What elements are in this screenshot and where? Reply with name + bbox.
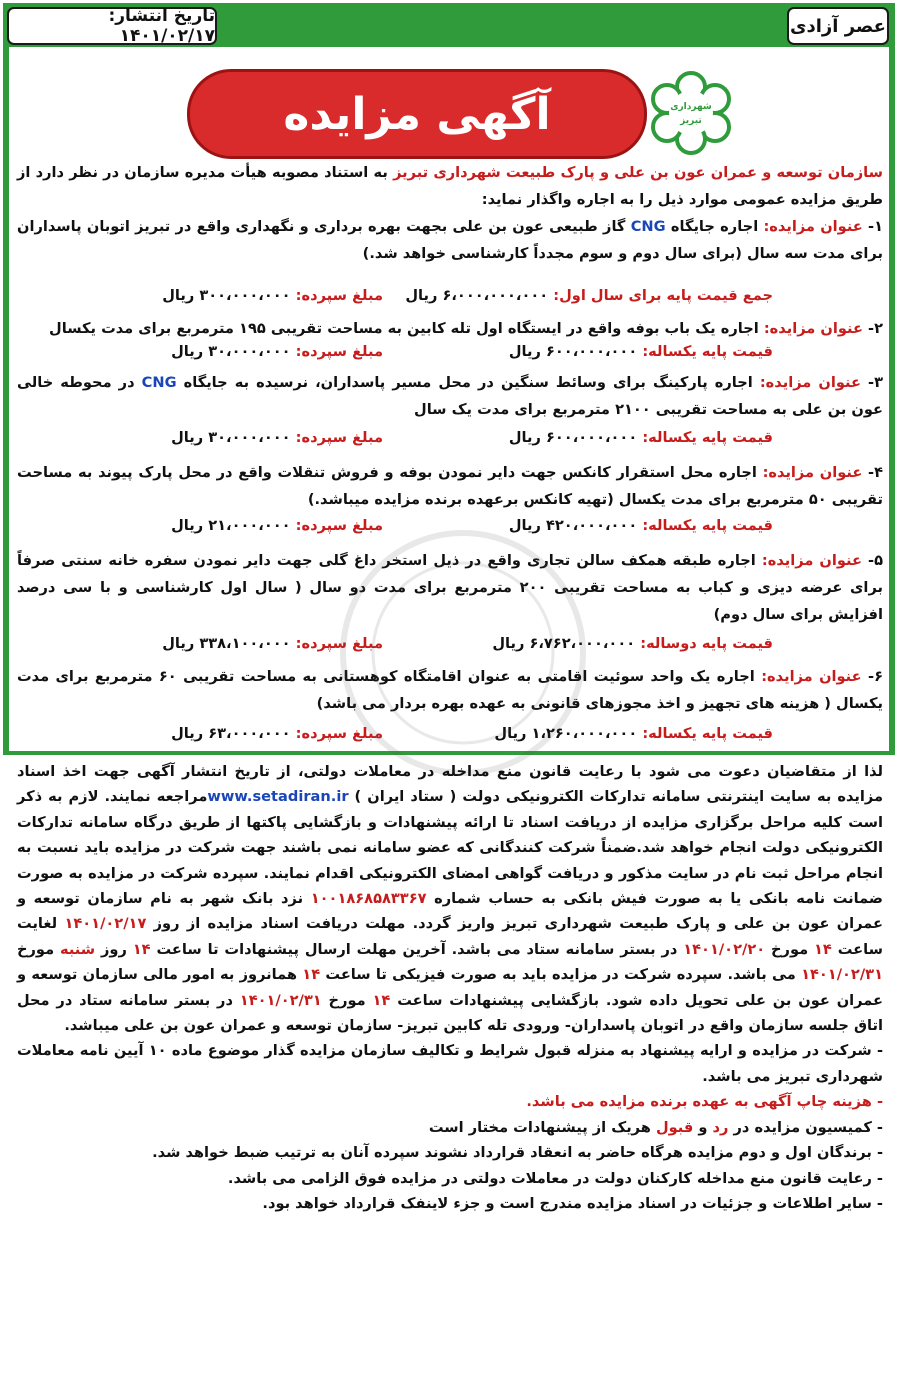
terms-text: لغایت ساعت bbox=[17, 915, 883, 958]
date: ۱۴۰۱/۰۲/۳۱ bbox=[239, 991, 322, 1009]
base-price bbox=[492, 635, 773, 652]
deposit-value: ۳۰۰،۰۰۰،۰۰۰ ریال bbox=[162, 287, 291, 304]
advertisement-frame bbox=[3, 3, 895, 1350]
base-price-value: ۶،۰۰۰،۰۰۰،۰۰۰ ریال bbox=[405, 287, 549, 304]
auction-item-4 bbox=[17, 459, 883, 513]
deposit bbox=[162, 635, 383, 652]
deposit-value: ۳۳۸،۱۰۰،۰۰۰ ریال bbox=[162, 635, 291, 652]
bullet-winners: - برندگان اول و دوم مزایده هرگاه حاضر به انعقاد قرارداد نشوند سپرده آنان به ترتیب ضبط خواهد شد. bbox=[152, 1144, 883, 1162]
item-1-prices bbox=[17, 287, 883, 313]
base-price-value: ۶،۷۶۲،۰۰۰،۰۰۰ ریال bbox=[492, 635, 636, 652]
hour: ۱۴ bbox=[372, 991, 391, 1009]
deposit-label: مبلغ سپرده: bbox=[290, 635, 383, 652]
terms-text: روز bbox=[95, 940, 133, 958]
item-label: عنوان مزایده: bbox=[763, 320, 863, 337]
base-price bbox=[509, 343, 773, 360]
page-title: آگهی مزایده bbox=[283, 88, 551, 140]
terms-text: در بستر سامانه ستاد می باشد. آخرین مهلت ارسال پیشنهادات تا ساعت bbox=[150, 940, 684, 958]
terms-text: مورخ bbox=[321, 991, 373, 1009]
base-price bbox=[509, 517, 773, 534]
base-price bbox=[509, 429, 773, 446]
intro-text: به استناد مصوبه هیأت مدیره سازمان در نظر دارد از طریق مزایده عمومی موارد ذیل را به اجاره واگذار نماید: bbox=[17, 164, 883, 208]
deposit-label: مبلغ سپرده: bbox=[290, 517, 383, 534]
item-label: عنوان مزایده: bbox=[762, 464, 863, 481]
item-number: ۴- bbox=[862, 464, 883, 481]
auction-item-1 bbox=[17, 213, 883, 267]
item-text: اجاره یک باب بوفه واقع در ایستگاه اول تله کابین به مساحت تقریبی ۱۹۵ مترمربع برای مدت یکسال bbox=[49, 320, 764, 337]
item-label: عنوان مزایده: bbox=[761, 668, 862, 685]
item-text: گاز طبیعی عون بن علی بجهت بهره برداری و نگهداری واقع در تبریز اتوبان پاسداران برای مدت سه سال (برای سال دوم و سوم مجدداً کارشناسی خواهد شد.) bbox=[17, 218, 883, 262]
date: ۱۴۰۱/۰۲/۳۱ bbox=[801, 966, 883, 984]
base-price bbox=[494, 725, 773, 742]
item-4-prices bbox=[17, 517, 883, 543]
deposit-value: ۲۱،۰۰۰،۰۰۰ ریال bbox=[171, 517, 291, 534]
hour: ۱۴ bbox=[132, 940, 151, 958]
item-label: عنوان مزایده: bbox=[763, 218, 863, 235]
terms-text: نزد بانک شهر به نام سازمان توسعه و عمران عون بن علی و پارک طبیعت شهرداری تبریز واریز گردد. مهلت دریافت اسناد مزایده از روز bbox=[17, 890, 883, 933]
base-price-label: قیمت پایه یکساله: bbox=[637, 517, 773, 534]
terms-paragraph bbox=[17, 759, 883, 1038]
base-price-label: قیمت پایه یکساله: bbox=[637, 429, 773, 446]
terms-text: مراجعه نمایند. لازم به ذکر است کلیه مراحل برگزاری مزایده از دریافت اسناد تا ارائه پیشنهادات و بازگشایی پاکتها از طریق درگاه سامانه تدارکات الکترونیکی دولت انجام خواهد شد.ضمناً شرکت کنندگانی که عضو سامانه نمی باشند جهت شرکت در مزایده باید نسبت به انجام مراحل ثبت نام در سایت مذکور و دریافت گواهی امضای الکترونیکی اقدام نمایند. سپرده شرکت در مزایده به صورت ضمانت نامه بانکی یا به صورت فیش بانکی به حساب شماره bbox=[17, 788, 883, 908]
deposit bbox=[171, 725, 383, 742]
reject-word: رد bbox=[712, 1118, 729, 1136]
base-price bbox=[405, 287, 773, 304]
deposit-value: ۶۳،۰۰۰،۰۰۰ ریال bbox=[171, 725, 291, 742]
item-2-prices bbox=[17, 343, 883, 369]
deposit bbox=[171, 429, 383, 446]
bullet-condition: - شرکت در مزایده و ارایه پیشنهاد به منزله قبول شرایط و تکالیف سازمان مزایده گذار موضوع ماده ۱۰ آیین نامه معاملات شهرداری تبریز می باشد. bbox=[17, 1042, 884, 1085]
base-price-label: قیمت پایه یکساله: bbox=[637, 725, 773, 742]
date: ۱۴۰۱/۰۲/۲۰ bbox=[683, 940, 766, 958]
terms-text: همانروز به امور مالی سازمان توسعه و عمران عون بن علی تحویل داده شود. بازگشایی پیشنهادات ساعت bbox=[17, 966, 883, 1009]
auction-item-5 bbox=[17, 547, 883, 628]
item-3-prices bbox=[17, 429, 883, 455]
item-text: اجاره طبقه همکف سالن تجاری واقع در ذیل استخر داغ گلی جهت دایر نمودن سفره خانه سنتی صرفاً برای عرضه دیزی و کباب به مساحت تقریبی ۲۰۰ مترمربع برای مدت دو سال ( سال اول کارشناسی و با سی درصد افزایش برای سال دوم) bbox=[17, 552, 883, 623]
item-label: عنوان مزایده: bbox=[759, 374, 861, 391]
item-6-prices bbox=[17, 725, 883, 751]
base-price-label: قیمت پایه یکساله: bbox=[637, 343, 773, 360]
deposit-label: مبلغ سپرده: bbox=[290, 343, 383, 360]
deposit-value: ۳۰،۰۰۰،۰۰۰ ریال bbox=[171, 429, 291, 446]
publish-date: تاریخ انتشار: ۱۴۰۱/۰۲/۱۷ bbox=[7, 7, 217, 45]
item-number: ۲- bbox=[862, 320, 883, 337]
item-text: در محوطه خالی عون بن علی به مساحت تقریبی ۲۱۰۰ مترمربع برای مدت یک سال bbox=[17, 374, 883, 418]
deposit bbox=[171, 517, 383, 534]
item-number: ۵- bbox=[861, 552, 884, 569]
hour: ۱۴ bbox=[302, 966, 321, 984]
base-price-value: ۱،۲۶۰،۰۰۰،۰۰۰ ریال bbox=[494, 725, 638, 742]
deposit-label: مبلغ سپرده: bbox=[290, 287, 383, 304]
item-text: اجاره جایگاه bbox=[665, 218, 764, 235]
svg-text:تبریز: تبریز bbox=[680, 116, 702, 126]
terms-text: مورخ bbox=[17, 940, 60, 958]
item-number: ۱- bbox=[862, 218, 883, 235]
item-5-prices bbox=[17, 635, 883, 661]
auction-item-2 bbox=[17, 315, 883, 342]
item-label: عنوان مزایده: bbox=[761, 552, 862, 569]
base-price-label: جمع قیمت پایه برای سال اول: bbox=[548, 287, 773, 304]
terms-text: در بستر سامانه ستاد در محل اتاق جلسه سازمان واقع در اتوبان پاسداران- ورودی تله کابین تبریز- سازمان توسعه و عمران عون بن علی میباشد. bbox=[17, 991, 883, 1035]
terms-section bbox=[17, 759, 883, 1216]
setadiran-link[interactable]: www.setadiran.ir bbox=[207, 788, 349, 806]
base-price-value: ۴۲۰،۰۰۰،۰۰۰ ریال bbox=[508, 517, 638, 534]
accept-word: قبول bbox=[655, 1118, 694, 1136]
organization-name: سازمان توسعه و عمران عون بن علی و پارک طبیعت شهرداری تبریز bbox=[393, 164, 883, 181]
terms-text: مورخ bbox=[765, 940, 815, 958]
title-banner bbox=[187, 69, 647, 159]
bullet-details: - سایر اطلاعات و جزئیات در اسناد مزایده مندرج است و جزء لاینفک قرارداد خواهد بود. bbox=[262, 1194, 883, 1212]
weekday: شنبه bbox=[59, 940, 96, 958]
bullet-text: و bbox=[693, 1118, 713, 1136]
deposit-label: مبلغ سپرده: bbox=[290, 725, 383, 742]
item-text: اجاره پارکینگ برای وسائط سنگین در محل مسیر پاسداران، نرسیده به جایگاه bbox=[176, 374, 760, 391]
bullet-law: - رعایت قانون منع مداخله کارکنان دولت در معاملات دولتی در مزایده فوق الزامی می باشد. bbox=[227, 1169, 883, 1187]
terms-text: لذا از متقاضیان دعوت می شود با رعایت قانون منع مداخله در معاملات دولتی، از تاریخ انتشار آگهی جهت اخذ اسناد مزایده به سایت اینترنتی سامانه تدارکات الکترونیکی دولت ( ستاد ایران ) bbox=[17, 763, 883, 806]
terms-text: می باشد. سپرده شرکت در مزایده باید به صورت فیزیکی تا ساعت bbox=[320, 966, 802, 984]
hour: ۱۴ bbox=[814, 940, 832, 958]
intro-paragraph bbox=[17, 159, 883, 213]
bullet-cost: - هزینه چاپ آگهی به عهده برنده مزایده می باشد. bbox=[526, 1093, 883, 1111]
bullet-text: - کمیسیون مزایده در bbox=[728, 1118, 883, 1136]
tabriz-municipality-logo bbox=[643, 69, 739, 157]
date: ۱۴۰۱/۰۲/۱۷ bbox=[64, 915, 147, 933]
item-number: ۳- bbox=[860, 374, 883, 391]
bullet-text: هریک از پیشنهادات مختار است bbox=[428, 1118, 656, 1136]
bullet-commission bbox=[17, 1115, 883, 1140]
base-price-label: قیمت پایه دوساله: bbox=[635, 635, 773, 652]
deposit bbox=[162, 287, 383, 304]
cng-text: CNG bbox=[630, 218, 666, 235]
deposit bbox=[171, 343, 383, 360]
item-text: اجاره یک واحد سوئیت اقامتی به عنوان اقامتگاه کوهستانی به مساحت تقریبی ۶۰ مترمربع برای مدت یکسال ( هزینه های تجهیز و اخذ مجوزهای قانونی به عهده بهره بردار می باشد) bbox=[17, 668, 883, 712]
auction-item-6 bbox=[17, 663, 883, 717]
base-price-value: ۶۰۰،۰۰۰،۰۰۰ ریال bbox=[508, 429, 638, 446]
deposit-label: مبلغ سپرده: bbox=[290, 429, 383, 446]
svg-text:شهرداری: شهرداری bbox=[670, 102, 712, 112]
deposit-value: ۳۰،۰۰۰،۰۰۰ ریال bbox=[171, 343, 291, 360]
item-text: اجاره محل استقرار کانکس جهت دایر نمودن بوفه و فروش تنقلات واقع در محل پارک پیوند به مساحت تقریبی ۵۰ مترمربع برای مدت یکسال (تهیه کانکس برعهده برنده مزایده میباشد.) bbox=[17, 464, 883, 508]
cng-text: CNG bbox=[141, 374, 177, 391]
auction-item-3 bbox=[17, 369, 883, 423]
item-number: ۶- bbox=[861, 668, 883, 685]
account-number: ۱۰۰۱۸۶۸۵۸۳۳۶۷ bbox=[310, 890, 427, 908]
base-price-value: ۶۰۰،۰۰۰،۰۰۰ ریال bbox=[508, 343, 638, 360]
newspaper-name: عصر آزادی bbox=[787, 7, 889, 45]
